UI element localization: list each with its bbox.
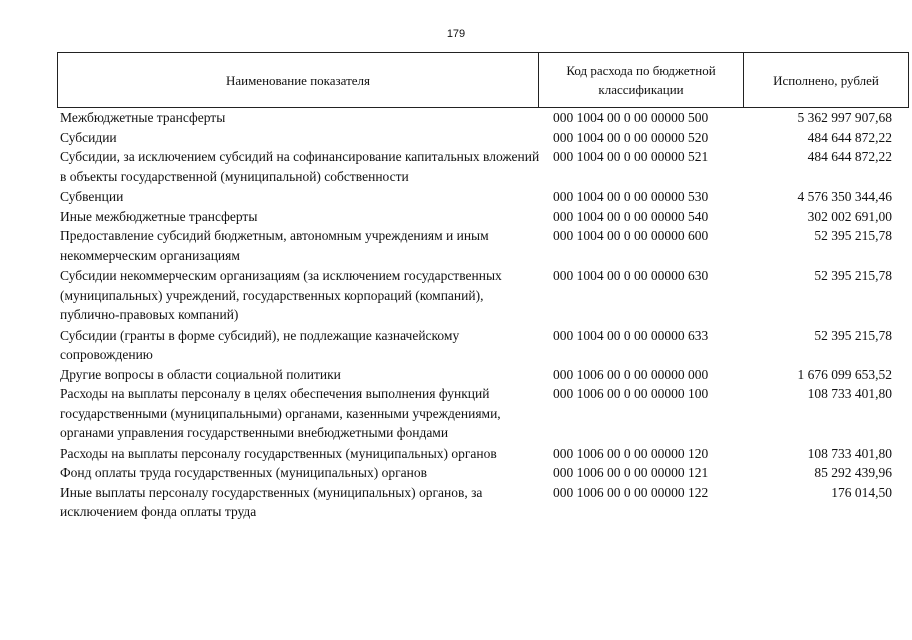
table-row [60,365,892,385]
executed-amount: 176 014,50 [831,484,892,500]
table-row [60,226,892,265]
executed-amount: 484 644 872,22 [807,149,892,164]
indicator-name: Другие вопросы в области социальной политики [60,366,341,382]
executed-amount: 52 395 215,78 [814,228,892,243]
header-amount-column: Исполнено, рублей [773,72,879,88]
table-row [60,483,892,522]
budget-code: 000 1006 00 0 00 00000 122 [553,484,709,500]
table-row [60,128,892,148]
executed-amount: 52 395 215,78 [814,327,892,343]
indicator-name: Фонд оплаты труда государственных (муниципальных) органов [60,465,427,480]
table-body [60,108,892,522]
indicator-name: Расходы на выплаты персоналу государственных (муниципальных) органов [60,445,497,461]
budget-code: 000 1004 00 0 00 00000 530 [553,189,709,204]
executed-amount: 484 644 872,22 [807,129,892,145]
executed-amount: 108 733 401,80 [807,445,892,461]
indicator-name: Субвенции [60,189,124,204]
header-name-column: Наименование показателя [58,53,539,107]
indicator-name: Иные выплаты персоналу государственных (муниципальных) органов, за исключением фонда оплаты труда [60,484,483,519]
table-row [60,463,892,483]
table-row [60,108,892,128]
table-row [60,266,892,325]
budget-code: 000 1004 00 0 00 00000 500 [553,110,709,125]
header-code-column: Код расхода по бюджетной классификации [539,53,744,107]
page-number: 179 [446,28,466,40]
executed-amount: 52 395 215,78 [814,268,892,283]
budget-code: 000 1006 00 0 00 00000 120 [553,445,709,461]
indicator-name: Субсидии [60,129,117,145]
executed-amount: 85 292 439,96 [814,465,892,480]
budget-code: 000 1004 00 0 00 00000 633 [553,327,709,343]
indicator-name: Предоставление субсидий бюджетным, автономным учреждениям и иным некоммерческим организациям [60,228,489,263]
table-row [60,384,892,443]
budget-code: 000 1006 00 0 00 00000 000 [553,366,709,382]
executed-amount: 302 002 691,00 [807,208,892,224]
indicator-name: Субсидии, за исключением субсидий на софинансирование капитальных вложений в объекты государственной (муниципальной) собственности [60,149,540,184]
executed-amount: 5 362 997 907,68 [797,110,892,125]
budget-code: 000 1004 00 0 00 00000 600 [553,228,709,243]
indicator-name: Расходы на выплаты персоналу в целях обеспечения выполнения функций государственными (муниципальными) органами, казенными учреждениями, органами управления государственными внебюджетными фондами [60,386,501,440]
executed-amount: 4 576 350 344,46 [797,189,892,204]
table-row [60,326,892,365]
table-row [60,207,892,227]
budget-code: 000 1006 00 0 00 00000 121 [553,465,709,480]
table-row [60,147,892,186]
budget-code: 000 1004 00 0 00 00000 520 [553,129,709,145]
indicator-name: Межбюджетные трансферты [60,110,226,125]
executed-amount: 108 733 401,80 [807,386,892,401]
table-row [60,187,892,207]
indicator-name: Иные межбюджетные трансферты [60,208,258,224]
budget-code: 000 1004 00 0 00 00000 540 [553,208,709,224]
executed-amount: 1 676 099 653,52 [797,366,892,382]
indicator-name: Субсидии некоммерческим организациям (за исключением государственных (муниципальных) учреждений, государственных корпораций (компаний), публично-правовых компаний) [60,268,502,322]
indicator-name: Субсидии (гранты в форме субсидий), не подлежащие казначейскому сопровождению [60,327,460,362]
table-row [60,444,892,464]
table-header [57,52,909,108]
budget-code: 000 1006 00 0 00 00000 100 [553,386,709,401]
budget-code: 000 1004 00 0 00 00000 521 [553,149,709,164]
budget-code: 000 1004 00 0 00 00000 630 [553,268,709,283]
